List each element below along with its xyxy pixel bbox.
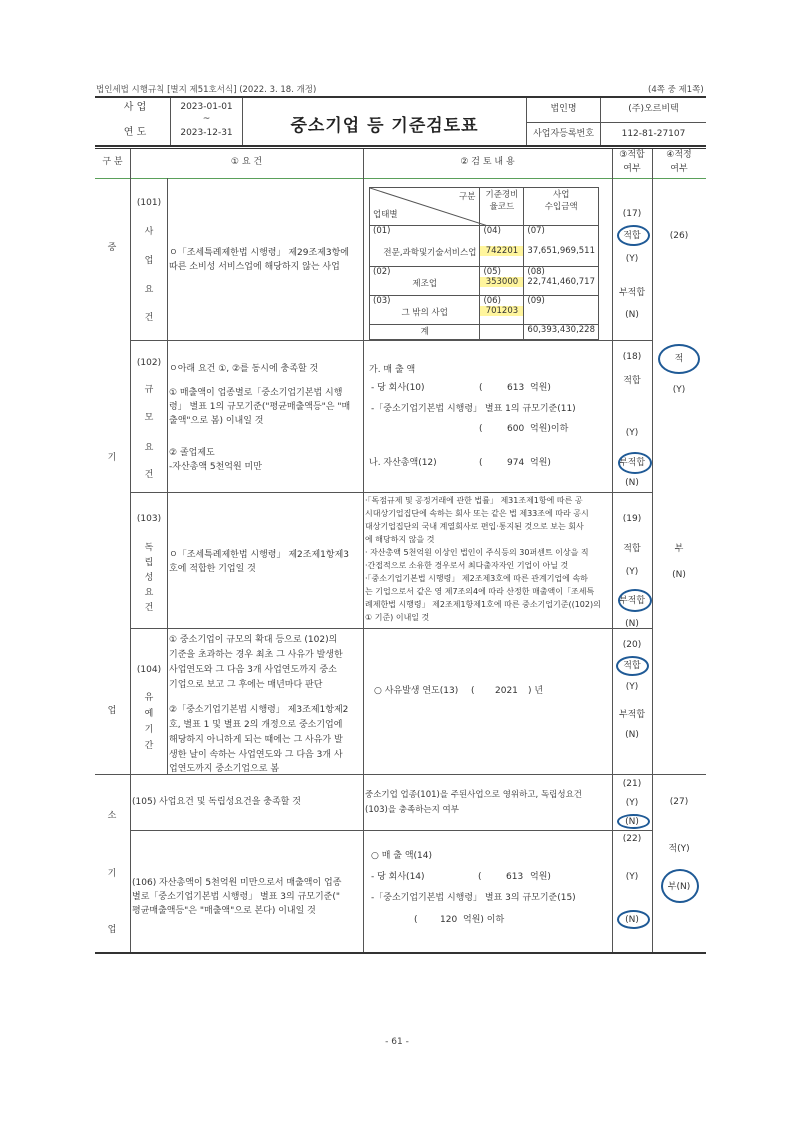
row101-req-line2: 따른 소비성 서비스업에 해당하지 않는 사업 — [169, 262, 340, 272]
section-sme-char-1: 중 — [107, 243, 117, 253]
biz-reg-label: 사업자등록번호 — [533, 129, 594, 139]
section-sme-char-3: 업 — [107, 706, 117, 716]
row103-review-line: 시대상기업집단에 속하는 회사 또는 같은 법 제33조에 따라 공시 — [365, 509, 589, 518]
row102-judge-y: (Y) — [672, 385, 686, 395]
row104-fit-no-label: 부적합 — [618, 710, 646, 720]
row103-judge-no-label: 부 — [674, 544, 684, 554]
row105-fit-y: (Y) — [625, 798, 639, 808]
period-start: 2023-01-01 — [180, 102, 233, 112]
row104-sub-4: 간 — [144, 741, 154, 751]
amount-no: (08) — [527, 267, 545, 277]
table-row — [370, 226, 599, 267]
row103-review-line: 례제한법 시행령」 제2조제1항제1호에 따른 중소기업기준((102)의 — [365, 600, 601, 609]
row106-review-a-unit: 억원) — [530, 872, 551, 882]
row104-review-close: ) 년 — [528, 686, 544, 696]
section-small-char-1: 소 — [107, 811, 117, 821]
row102-sub-2: 모 — [144, 413, 154, 423]
column-header-rule — [95, 178, 706, 179]
row102-review-a2-unit: 억원)이하 — [530, 424, 569, 434]
row101-sub-3: 요 — [144, 285, 154, 295]
row103-sub-4: 요 — [144, 588, 154, 598]
row-divider-101 — [130, 340, 652, 341]
row103-fit-y: (Y) — [625, 567, 639, 577]
row106-judge-yes: 적(Y) — [668, 844, 690, 854]
business-type-table — [369, 187, 599, 340]
col-judge: ④적정 — [666, 150, 692, 160]
col-code-header-1: 기준경비 — [485, 190, 519, 200]
section-sme-char-2: 기 — [107, 453, 117, 463]
row102-req-1-line2: 령」 별표 1의 규모기준("평균매출액등"은 "매 — [169, 402, 351, 412]
business-name: 전문,과학및기술서비스업 — [383, 248, 477, 258]
row102-review-b-label: 나. 자산총액(12) — [369, 458, 437, 468]
row105-judge-no: (27) — [669, 797, 689, 807]
row104-req-line: 생한 날이 속하는 사업연도와 그 다음 3개 사 — [169, 750, 343, 760]
header-double-line-1 — [95, 145, 706, 147]
row106-review-title: ○ 매 출 액(14) — [371, 851, 432, 861]
row103-req-line1: ㅇ「조세특례제한법 시행령」 제2조제1항제3 — [169, 550, 350, 560]
col-fit: ③적합 — [619, 150, 645, 160]
col-judge-2: 여부 — [670, 164, 688, 174]
selected-circle-mark — [618, 452, 652, 474]
page-title: 중소기업 등 기준검토표 — [290, 116, 479, 136]
row106-req-line3: 평균매출액등"은 "매출액"으로 본다) 이내일 것 — [132, 906, 316, 916]
row101-sub-1: 사 — [144, 227, 154, 237]
row103-review-line: 는 기업으로서 같은 영 제7조의4에 따라 산정한 매출액이「조세특 — [365, 587, 595, 596]
revenue-amount: 37,651,969,511 — [527, 246, 595, 256]
row103-fit-n: (N) — [625, 619, 639, 629]
amount-no: (09) — [527, 296, 545, 306]
col-amt-header — [524, 188, 599, 226]
row104-review-year: 2021 — [495, 686, 518, 696]
row105-review-line2: (103)을 충족하는지 여부 — [365, 805, 459, 815]
row102-review-b-open: ( — [479, 458, 483, 468]
business-name: 그 밖의 사업 — [401, 308, 448, 318]
row103-sub-3: 성 — [144, 573, 154, 583]
row106-review-a-value: 613 — [506, 872, 524, 882]
row102-fit-yes: 적합 — [623, 376, 641, 386]
diag-header-cell — [370, 188, 480, 226]
row102-review-a1-value: 613 — [507, 383, 525, 393]
row102-sub-4: 건 — [144, 470, 154, 480]
row102-req-2-line2: -자산총액 5천억원 미만 — [169, 462, 262, 472]
row104-req-line: 업연도까지 중소기업으로 봄 — [169, 764, 280, 774]
expense-code: 353000 — [480, 277, 523, 287]
row103-code: (103) — [136, 514, 162, 524]
row102-review-b-value: 974 — [507, 458, 525, 468]
row106-fit-n: (N) — [625, 915, 639, 925]
vline-sub — [167, 178, 168, 774]
row104-req-line: 호, 별표 1 및 별표 2의 개정으로 중소기업에 — [169, 720, 343, 730]
row106-review-b-label: -「중소기업기본법 시행령」 별표 3의 규모기준(15) — [371, 893, 576, 903]
revenue-amount: 22,741,460,717 — [527, 277, 595, 287]
row103-review-line: 에 해당하지 않을 것 — [365, 535, 435, 544]
table-row — [370, 267, 599, 296]
row102-review-a1-label: - 당 회사(10) — [371, 383, 425, 393]
row105-requirement: (105) 사업요건 및 독립성요건을 충족할 것 — [132, 797, 301, 807]
row102-review-b-unit: 억원) — [530, 458, 551, 468]
expense-code: 701203 — [480, 306, 523, 316]
total-label: 계 — [370, 325, 480, 340]
section-small-char-2: 기 — [107, 869, 117, 879]
row104-fit-yes: 적합 — [623, 661, 641, 671]
corp-name-label: 법인명 — [550, 104, 577, 114]
selected-circle-mark — [616, 656, 649, 676]
row106-review-b-value: 120 — [440, 915, 458, 925]
selected-circle-mark — [618, 589, 652, 612]
row103-sub-5: 건 — [144, 603, 154, 613]
row-divider-103 — [130, 628, 652, 629]
row102-fit-no: (18) — [622, 352, 642, 362]
row102-code: (102) — [136, 358, 162, 368]
total-amount: 60,393,430,228 — [524, 325, 599, 340]
row103-review-line: 대상기업집단의 국내 계열회사로 편입·통지된 것으로 보는 회사 — [365, 522, 584, 531]
period-end: 2023-12-31 — [180, 128, 233, 138]
row106-review-b-unit: 억원) 이하 — [463, 915, 505, 925]
row104-review-open: ( — [471, 686, 475, 696]
row104-review-label: ○ 사유발생 연도(13) — [374, 686, 459, 696]
row102-review-a1-open: ( — [479, 383, 483, 393]
row101-fit-yes: 적합 — [623, 231, 641, 241]
vline-category — [130, 149, 131, 952]
row102-req-intro: ㅇ아래 요건 ①, ②를 동시에 충족할 것 — [169, 364, 319, 374]
row106-req-line2: 별로「중소기업기본법 시행령」 별표 3의 규모기준(" — [132, 892, 341, 902]
row103-review-line: ① 기준) 이내일 것 — [365, 613, 430, 622]
row-divider-102 — [130, 492, 652, 493]
col-code-header-2: 율코드 — [489, 202, 515, 212]
selected-circle-mark — [617, 910, 650, 929]
row105-fit-no: (21) — [622, 779, 642, 789]
row104-req-line: 해당하지 아니하게 되는 때에는 그 사유가 발 — [169, 735, 343, 745]
corp-name-value: (주)오르비텍 — [628, 104, 679, 114]
total-code-empty — [480, 325, 524, 340]
row104-fit-y: (Y) — [625, 682, 639, 692]
regulation-reference: 법인세법 시행규칙 [별지 제51호서식] (2022. 3. 18. 개정) — [96, 85, 317, 95]
row106-judge-no: 부(N) — [667, 882, 691, 892]
code-no: (06) — [483, 296, 501, 306]
page-of-indicator: (4쪽 중 제1쪽) — [648, 85, 704, 95]
row102-req-1-line3: 출액"으로 봄) 이내일 것 — [169, 416, 264, 426]
row104-req-line: 사업연도와 그 다음 3개 사업연도까지 중소 — [169, 665, 337, 675]
row101-fit-n: (N) — [625, 310, 639, 320]
row102-fit-n: (N) — [625, 478, 639, 488]
expense-code: 742201 — [480, 246, 523, 256]
col-requirement: ① 요 건 — [230, 157, 263, 167]
selected-circle-mark — [617, 814, 650, 829]
row102-review-a2-open: ( — [479, 424, 483, 434]
row106-req-line1: (106) 자산총액이 5천억원 미만으로서 매출액이 업종 — [132, 878, 342, 888]
diag-top-label: 구분 — [459, 192, 476, 202]
row102-review-a2-value: 600 — [507, 424, 525, 434]
row104-fit-no: (20) — [622, 640, 642, 650]
row103-fit-no: (19) — [622, 514, 642, 524]
col-review: ② 검 토 내 용 — [460, 157, 515, 167]
row103-sub-2: 립 — [144, 558, 154, 568]
row101-req-line1: ㅇ「조세특례제한법 시행령」 제29조제3항에 — [169, 248, 350, 258]
row102-review-a: 가. 매 출 액 — [369, 365, 416, 375]
row106-review-b-open: ( — [414, 915, 418, 925]
amount-no: (07) — [527, 226, 545, 236]
row104-req-line: ②「중소기업기본법 시행령」 제3조제1항제2 — [169, 705, 349, 715]
row103-review-line: ·「독점규제 및 공정거래에 관한 법률」 제31조제1항에 따른 공 — [365, 496, 583, 505]
row102-review-a2-label: -「중소기업기본법 시행령」 별표 1의 규모기준(11) — [371, 404, 576, 414]
row106-review-a-open: ( — [478, 872, 482, 882]
row106-review-a-label: - 당 회사(14) — [371, 872, 425, 882]
row101-fit-y: (Y) — [625, 254, 639, 264]
row103-review-line: ·간접적으로 소유한 경우로서 최다출자자인 기업이 아닐 것 — [365, 561, 569, 570]
row104-fit-n: (N) — [625, 730, 639, 740]
row-no: (02) — [373, 267, 391, 277]
table-bottom-border — [95, 952, 706, 954]
selected-circle-mark — [658, 344, 700, 374]
row102-fit-no-label: 부적합 — [618, 458, 646, 468]
header-mid-divider — [526, 122, 706, 123]
row104-req-line: ① 중소기업이 규모의 확대 등으로 (102)의 — [169, 635, 338, 645]
row104-sub-1: 유 — [144, 693, 154, 703]
label-business: 사 업 — [123, 102, 147, 113]
row103-judge-n: (N) — [672, 570, 686, 580]
biz-reg-value: 112-81-27107 — [621, 129, 686, 139]
code-no: (05) — [483, 267, 501, 277]
row103-review-line: · 자산총액 5천억원 이상인 법인이 주식등의 30퍼센트 이상을 직 — [365, 548, 589, 557]
row102-sub-1: 규 — [144, 385, 154, 395]
business-name: 제조업 — [412, 279, 438, 289]
row103-req-line2: 호에 적합한 기업일 것 — [169, 564, 256, 574]
row101-sub-2: 업 — [144, 256, 154, 266]
row103-review-line: ·「중소기업기본법 시행령」 제2조제3호에 따른 관계기업에 속하 — [365, 574, 588, 583]
col-amt-header-2: 수입금액 — [544, 202, 578, 212]
row-no: (03) — [373, 296, 391, 306]
period-tilde: ~ — [202, 114, 211, 124]
row101-judge-no: (26) — [669, 231, 689, 241]
row105-review-line1: 중소기업 업종(101)을 주된사업으로 영위하고, 독립성요건 — [365, 790, 583, 800]
row102-fit-y: (Y) — [625, 428, 639, 438]
row102-req-1-line1: ① 매출액이 업종별로「중소기업기본법 시행 — [169, 388, 343, 398]
row102-sub-3: 요 — [144, 443, 154, 453]
row102-req-2-line1: ② 졸업제도 — [169, 448, 215, 458]
row106-fit-y: (Y) — [625, 872, 639, 882]
col-amt-header-1: 사업 — [552, 190, 570, 200]
row104-sub-2: 예 — [144, 709, 154, 719]
code-no: (04) — [483, 226, 501, 236]
row103-fit-no-label: 부적합 — [618, 596, 646, 606]
row101-fit-no: (17) — [622, 209, 642, 219]
selected-circle-mark — [661, 869, 699, 903]
row101-fit-no-label: 부적합 — [618, 288, 646, 298]
row102-review-a1-unit: 억원) — [530, 383, 551, 393]
row102-judge-yes: 적 — [674, 354, 684, 364]
row104-req-line: 기준을 초과하는 경우 최초 그 사유가 발생한 — [169, 650, 343, 660]
row104-req-line: 기업으로 보고 그 후에는 매년마다 판단 — [169, 680, 323, 690]
row103-sub-1: 독 — [144, 543, 154, 553]
section-small-char-3: 업 — [107, 925, 117, 935]
row106-fit-no: (22) — [622, 834, 642, 844]
row103-fit-yes: 적합 — [623, 544, 641, 554]
row105-fit-n: (N) — [625, 817, 639, 827]
row104-sub-3: 기 — [144, 725, 154, 735]
col-category: 구 분 — [102, 157, 123, 167]
col-fit-2: 여부 — [623, 164, 641, 174]
selected-circle-mark — [617, 225, 650, 246]
row101-sub-4: 건 — [144, 313, 154, 323]
diag-bottom-label: 업태별 — [373, 210, 398, 220]
row104-code: (104) — [136, 665, 162, 675]
label-year: 연 도 — [123, 127, 147, 138]
page-number: - 61 - — [385, 1037, 409, 1047]
header-top-border — [95, 96, 706, 98]
total-row — [370, 325, 599, 340]
table-row — [370, 296, 599, 325]
row-no: (01) — [373, 226, 391, 236]
row101-code: (101) — [136, 198, 162, 208]
row-divider-105 — [130, 830, 652, 831]
